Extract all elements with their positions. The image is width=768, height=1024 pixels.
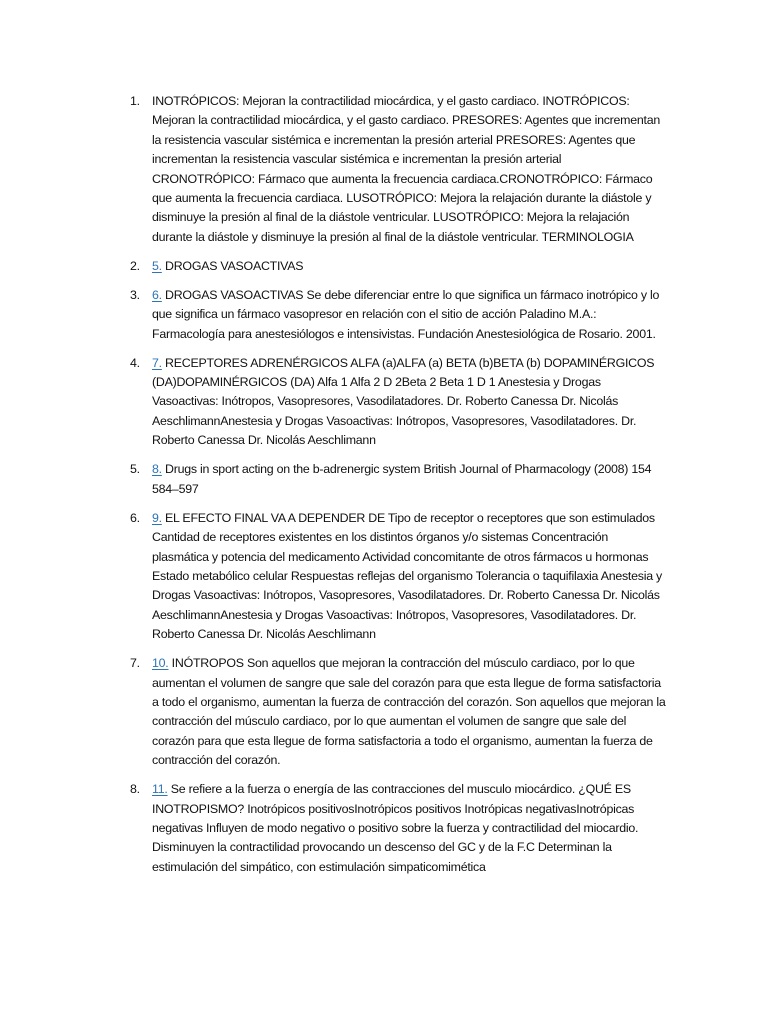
slide-link[interactable]: 9. xyxy=(152,510,162,525)
list-number: 4. xyxy=(130,355,140,370)
reference-list xyxy=(118,92,666,887)
list-item-text: INOTRÓPICOS: Mejoran la contractilidad miocárdica, y el gasto cardiaco. INOTRÓPICOS: Mejoran la contractilidad miocárdica, y el gasto cardiaco. PRESORES: Agentes que incrementan la resistencia vascular sistémica e incrementan la presión arterial PRESORES: Agentes que incrementan la resistencia vascular sistémica e incrementan la presión arterial CRONOTRÓPICO: Fármaco que aumenta la frecuencia cardiaca.CRONOTRÓPICO: Fármaco que aumenta la frecuencia cardiaca. LUSOTRÓPICO: Mejora la relajación durante la diástole y disminuye la presión al final de la diástole ventricular. LUSOTRÓPICO: Mejora la relajación durante la diástole y disminuye la presión al final de la diástole ventricular. TERMINOLOGIA xyxy=(152,94,660,244)
list-item xyxy=(118,780,666,877)
list-item-text: RECEPTORES ADRENÉRGICOS ALFA (a)ALFA (a) BETA (b)BETA (b) DOPAMINÉRGICOS (DA)DOPAMINÉRGICOS (DA) Alfa 1 Alfa 2 D 2Beta 2 Beta 1 D 1 Anestesia y Drogas Vasoactivas: Inótropos, Vasopresores, Vasodilatadores. Dr. Roberto Canessa Dr. Nicolás AeschlimannAnestesia y Drogas Vasoactivas: Inótropos, Vasopresores, Vasodilatadores. Dr. Roberto Canessa Dr. Nicolás Aeschlimann xyxy=(152,355,655,448)
slide-link[interactable]: 7. xyxy=(152,355,162,370)
list-number: 2. xyxy=(130,258,140,273)
slide-link[interactable]: 8. xyxy=(152,462,162,477)
list-number: 5. xyxy=(130,462,140,477)
list-item-text: DROGAS VASOACTIVAS Se debe diferenciar entre lo que significa un fármaco inotrópico y lo que significa un fármaco vasopresor en relación con el sitio de acción Paladino M.A.: Farmacología para anestesiólogos e intensivistas. Fundación Anestesiológica de Rosario. 2001. xyxy=(152,287,660,341)
list-item-text: EL EFECTO FINAL VA A DEPENDER DE Tipo de receptor o receptores que son estimulados Cantidad de receptores existentes en los distintos órganos y/o sistemas Concentración plasmática y potencia del medicamento Actividad concomitante de otros fármacos u hormonas Estado metabólico celular Respuestas reflejas del organismo Tolerancia o taquifilaxia Anestesia y Drogas Vasoactivas: Inótropos, Vasopresores, Vasodilatadores. Dr. Roberto Canessa Dr. Nicolás AeschlimannAnestesia y Drogas Vasoactivas: Inótropos, Vasopresores, Vasodilatadores. Dr. Roberto Canessa Dr. Nicolás Aeschlimann xyxy=(152,510,662,642)
list-item-text: INÓTROPOS Son aquellos que mejoran la contracción del músculo cardiaco, por lo que aumentan el volumen de sangre que sale del corazón para que esta llegue de forma satisfactoria a todo el organismo, aumentan la fuerza de contracción del corazón. Son aquellos que mejoran la contracción del músculo cardiaco, por lo que aumentan el volumen de sangre que sale del corazón para que esta llegue de forma satisfactoria a todo el organismo, aumentan la fuerza de contracción del corazón. xyxy=(152,656,666,768)
list-number: 7. xyxy=(130,656,140,671)
list-item-text: DROGAS VASOACTIVAS xyxy=(161,258,304,273)
list-item xyxy=(118,509,666,645)
list-item xyxy=(118,257,666,276)
list-number: 6. xyxy=(130,510,140,525)
list-item xyxy=(118,354,666,451)
list-item xyxy=(118,92,666,247)
slide-link[interactable]: 6. xyxy=(152,287,162,302)
slide-link[interactable]: 5. xyxy=(152,258,162,273)
list-number: 8. xyxy=(130,782,140,797)
slide-link[interactable]: 10. xyxy=(152,656,169,671)
list-item-text: Drugs in sport acting on the b-adrenergic system British Journal of Pharmacology (2008) 154 584–597 xyxy=(152,462,652,496)
list-item-text: Se refiere a la fuerza o energía de las contracciones del musculo miocárdico. ¿QUÉ ES INOTROPISMO? Inotrópicos positivosInotrópicos positivos Inotrópicas negativasInotrópicas negativas Influyen de modo negativo o positivo sobre la fuerza y contractilidad del miocardio. Disminuyen la contractilidad provocando un descenso del GC y de la F.C Determinan la estimulación del simpático, con estimulación simpaticomimética xyxy=(152,782,639,874)
slide-link[interactable]: 11. xyxy=(152,782,168,797)
list-number: 3. xyxy=(130,287,140,302)
list-item xyxy=(118,654,666,770)
list-number: 1. xyxy=(130,94,140,108)
list-item xyxy=(118,460,666,499)
list-item xyxy=(118,286,666,344)
